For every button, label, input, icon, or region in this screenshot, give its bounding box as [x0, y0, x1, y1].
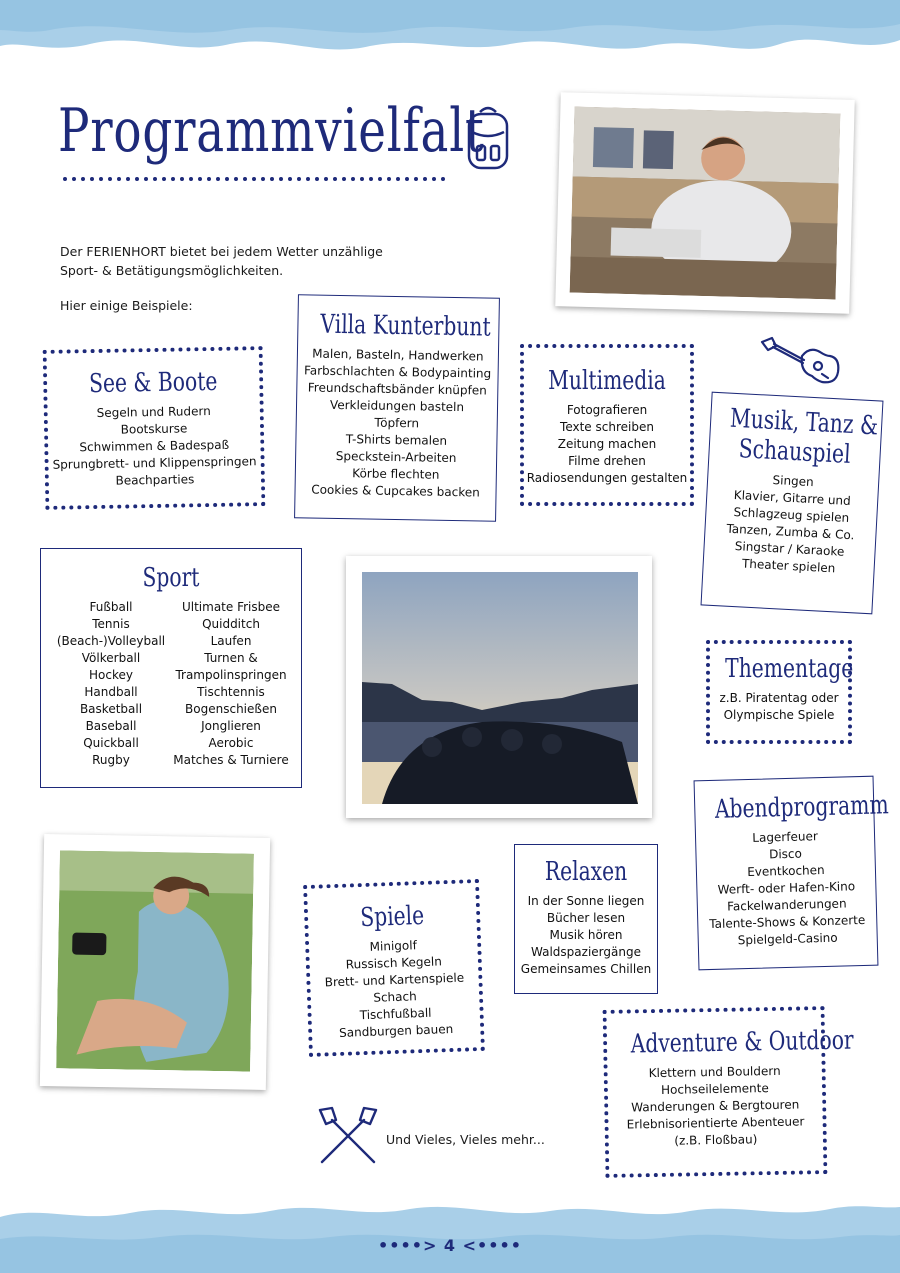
list-item: Eventkochen: [747, 862, 825, 880]
box-spiele: [303, 879, 485, 1057]
box-multimedia: [520, 344, 694, 506]
box-title: Spiele: [359, 900, 425, 934]
list-item: Aerobic: [208, 736, 254, 750]
box-title-line1: Musik, Tanz &: [729, 403, 879, 442]
list-item: Sandburgen bauen: [338, 1021, 454, 1040]
page-title: Programmvielfalt: [58, 96, 485, 166]
intro-text: Der FERIENHORT bietet bei jedem Wetter unzählige Sport- & Betätigungsmöglichkeiten.: [60, 244, 383, 278]
list-item: Singen: [772, 472, 815, 490]
item-list: [524, 402, 690, 487]
box-see-boote: [43, 346, 266, 510]
list-item: Rugby: [92, 753, 130, 767]
list-item: Tischtennis: [197, 685, 265, 699]
list-item: Klavier, Gitarre und: [733, 487, 852, 509]
box-title: See & Boote: [88, 366, 218, 400]
list-item: Laufen: [210, 634, 252, 648]
list-item: T-Shirts bemalen: [345, 432, 448, 448]
list-item: Bogenschießen: [185, 702, 277, 716]
list-item: Hockey: [89, 668, 133, 682]
list-item: Schach: [373, 989, 417, 1005]
list-item: Basketball: [79, 702, 143, 716]
list-item: Matches & Turniere: [173, 753, 289, 767]
list-item: Brett- und Kartenspiele: [324, 970, 465, 990]
list-item: Radiosendungen gestalten: [526, 471, 688, 485]
box-title: Abendprogramm: [714, 790, 890, 825]
list-item: Werft- oder Hafen-Kino: [717, 879, 856, 897]
list-item: Minigolf: [369, 938, 418, 954]
list-item: Olympische Spiele: [723, 708, 835, 722]
list-item: (z.B. Floßbau): [674, 1132, 758, 1148]
list-item: Ultimate Frisbee: [181, 600, 281, 614]
box-musik-tanz-schauspiel: [701, 392, 884, 615]
box-title: Sport: [142, 563, 200, 593]
list-item: Tanzen, Zumba & Co.: [726, 521, 855, 543]
list-item: Gemeinsames Chillen: [520, 962, 652, 976]
page-number: ••••> 4 <••••: [378, 1236, 522, 1255]
photo-boy-crafting: [555, 92, 855, 314]
list-item: Malen, Basteln, Handwerken: [312, 346, 484, 364]
box-thementage: [706, 640, 852, 744]
item-list: [309, 935, 480, 1043]
box-title-line2: Schauspiel: [738, 434, 852, 470]
list-item: Quickball: [83, 736, 139, 750]
list-item: In der Sonne liegen: [527, 894, 645, 908]
backpack-icon: [464, 102, 512, 172]
list-item: Spielgeld-Casino: [737, 930, 838, 948]
list-item: Fotografieren: [566, 403, 648, 417]
list-item: Erlebnisorientierte Abenteuer: [626, 1114, 805, 1132]
box-title: Villa Kunterbunt: [320, 309, 491, 343]
guitar-icon: [758, 334, 842, 388]
list-item: (Beach-)Volleyball: [56, 634, 166, 648]
box-villa-kunterbunt: [294, 294, 500, 521]
list-item: Beachparties: [115, 472, 195, 488]
item-list: [696, 827, 877, 951]
oars-icon: [316, 1106, 380, 1166]
box-relaxen: [514, 844, 658, 994]
list-item: Singstar / Karaoke: [734, 539, 845, 559]
list-item: Wanderungen & Bergtouren: [631, 1097, 800, 1115]
list-item: Völkerball: [81, 651, 141, 665]
list-item: Lagerfeuer: [752, 829, 818, 845]
list-item: Bücher lesen: [546, 911, 626, 925]
title-dotted-underline: [62, 176, 446, 182]
more-text: Und Vieles, Vieles mehr...: [386, 1132, 545, 1147]
list-item: Töpfern: [374, 415, 420, 431]
item-list: [710, 690, 848, 724]
list-item: Fußball: [89, 600, 133, 614]
item-list: [295, 345, 498, 501]
list-item: Tischfußball: [359, 1005, 432, 1023]
list-item: Handball: [84, 685, 138, 699]
list-item: Segeln und Rudern: [96, 404, 211, 420]
box-title: Adventure & Outdoor: [630, 1025, 854, 1060]
item-list: [703, 469, 878, 580]
list-item: Fackelwanderungen: [726, 896, 847, 914]
list-item: Trampolinspringen: [175, 668, 287, 682]
list-item: Tennis: [92, 617, 130, 631]
sport-column-2: [171, 599, 291, 769]
list-item: Speckstein-Arbeiten: [335, 448, 457, 466]
list-item: Jonglieren: [201, 719, 261, 733]
list-item: Disco: [768, 846, 803, 862]
list-item: Waldspaziergänge: [531, 945, 641, 959]
photo-lake-boat-sunset: [346, 556, 652, 818]
box-title: Relaxen: [544, 857, 628, 887]
list-item: Klettern und Bouldern: [648, 1063, 781, 1081]
box-sport: [40, 548, 302, 788]
list-item: Quidditch: [202, 617, 260, 631]
list-item: Texte schreiben: [560, 420, 654, 434]
item-list: [608, 1062, 823, 1151]
list-item: Musik hören: [549, 928, 623, 942]
intro-examples-label: Hier einige Beispiele:: [60, 298, 193, 313]
box-title: Multimedia: [548, 366, 666, 396]
list-item: Schwimmen & Badespaß: [79, 437, 230, 455]
list-item: Körbe flechten: [352, 466, 440, 482]
list-item: Sprungbrett- und Klippenspringen: [52, 454, 257, 472]
list-item: Zeitung machen: [557, 437, 657, 451]
list-item: Verkleidungen basteln: [329, 397, 465, 415]
list-item: Bootskurse: [120, 421, 188, 437]
bottom-watercolor-wave: [0, 1195, 900, 1273]
box-adventure-outdoor: [603, 1006, 854, 1178]
list-item: Talente-Shows & Konzerte: [709, 912, 866, 932]
list-item: Cookies & Cupcakes backen: [311, 482, 480, 500]
photo-girl-with-camera: [40, 834, 270, 1090]
list-item: Hochseilelemente: [660, 1081, 769, 1097]
list-item: Schlagzeug spielen: [733, 504, 850, 526]
box-title: Thementage: [725, 654, 854, 684]
list-item: Theater spielen: [741, 556, 836, 576]
list-item: Baseball: [85, 719, 137, 733]
list-item: Freundschaftsbänder knüpfen: [307, 380, 487, 398]
list-item: z.B. Piratentag oder: [719, 691, 839, 705]
top-watercolor-wave: [0, 0, 900, 70]
list-item: Filme drehen: [568, 454, 646, 468]
item-list: [515, 893, 657, 978]
list-item: Russisch Kegeln: [345, 954, 443, 972]
box-abendprogramm: [694, 776, 890, 971]
item-list: [48, 402, 261, 491]
list-item: Farbschlachten & Bodypainting: [303, 363, 492, 381]
list-item: Turnen &: [204, 651, 258, 665]
sport-column-1: [51, 599, 171, 769]
